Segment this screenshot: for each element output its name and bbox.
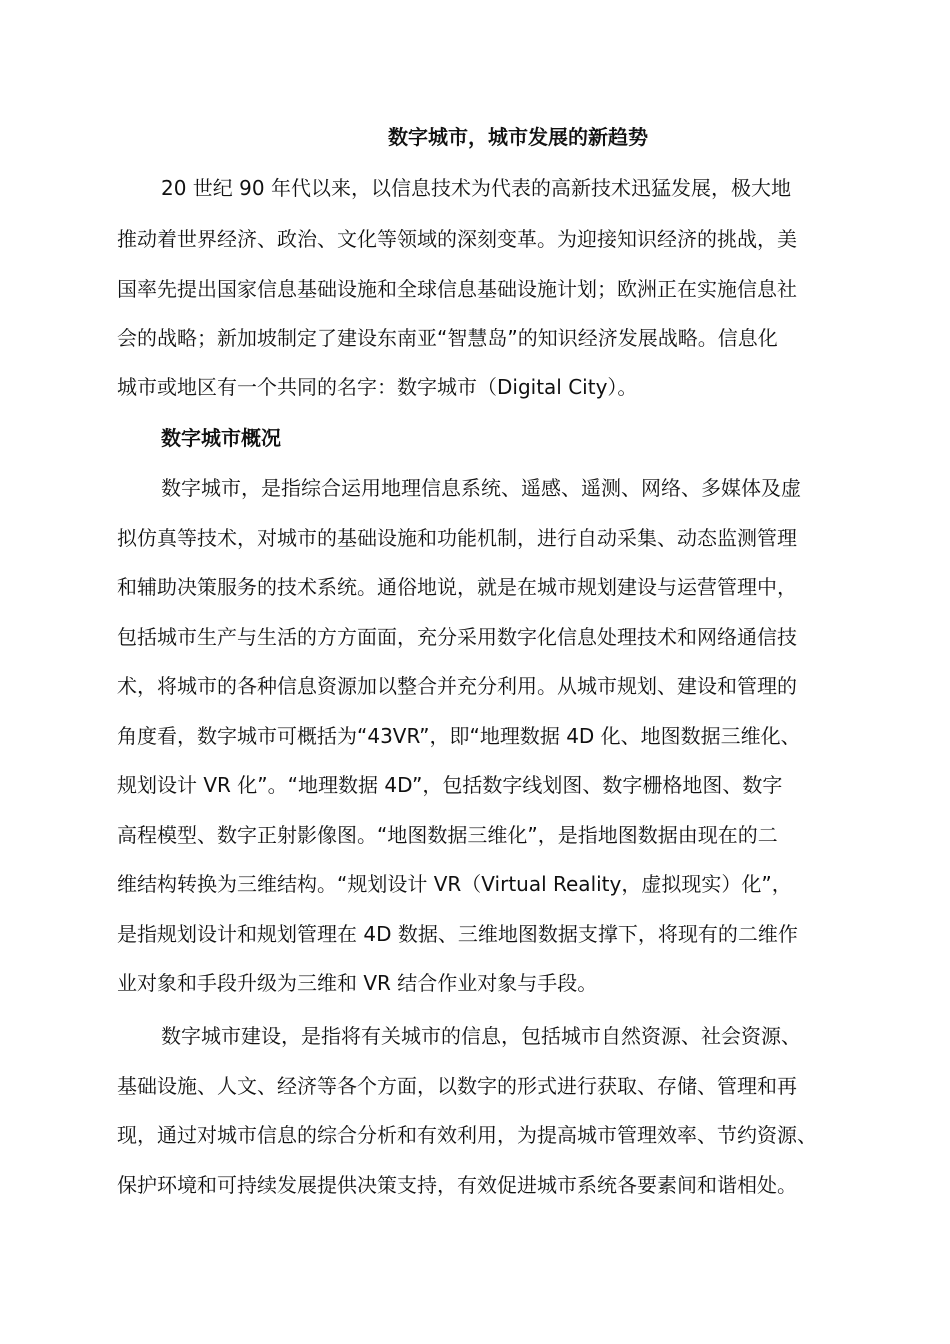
document-title: 数字城市，城市发展的新趋势 bbox=[388, 125, 648, 149]
paragraph1-line-11: 业对象和手段升级为三维和 VR 结合作业对象与手段。 bbox=[117, 971, 598, 995]
paragraph1-line-2: 拟仿真等技术，对城市的基础设施和功能机制，进行自动采集、动态监测管理 bbox=[117, 526, 797, 550]
paragraph2-line-1: 数字城市建设，是指将有关城市的信息，包括城市自然资源、社会资源、 bbox=[161, 1024, 801, 1048]
intro-line-4: 会的战略；新加坡制定了建设东南亚“智慧岛”的知识经济发展战略。信息化 bbox=[117, 326, 778, 350]
paragraph1-line-8: 高程模型、数字正射影像图。“地图数据三维化”，是指地图数据由现在的二 bbox=[117, 823, 778, 847]
paragraph1-line-5: 术，将城市的各种信息资源加以整合并充分利用。从城市规划、建设和管理的 bbox=[117, 674, 797, 698]
intro-line-2: 推动着世界经济、政治、文化等领域的深刻变革。为迎接知识经济的挑战，美 bbox=[117, 227, 797, 251]
paragraph1-line-10: 是指规划设计和规划管理在 4D 数据、三维地图数据支撑下，将现有的二维作 bbox=[117, 922, 798, 946]
paragraph1-line-9: 维结构转换为三维结构。“规划设计 VR（Virtual Reality，虚拟现实）化”， bbox=[117, 872, 792, 896]
paragraph1-line-6: 角度看，数字城市可概括为“43VR”，即“地理数据 4D 化、地图数据三维化、 bbox=[117, 724, 801, 748]
section-heading: 数字城市概况 bbox=[161, 426, 281, 450]
paragraph1-line-3: 和辅助决策服务的技术系统。通俗地说，就是在城市规划建设与运营管理中， bbox=[117, 575, 797, 599]
paragraph2-line-2: 基础设施、人文、经济等各个方面，以数字的形式进行获取、存储、管理和再 bbox=[117, 1074, 797, 1098]
paragraph1-line-7: 规划设计 VR 化”。“地理数据 4D”，包括数字线划图、数字栅格地图、数字 bbox=[117, 773, 783, 797]
intro-line-5: 城市或地区有一个共同的名字：数字城市（Digital City）。 bbox=[117, 375, 638, 399]
paragraph1-line-4: 包括城市生产与生活的方方面面，充分采用数字化信息处理技术和网络通信技 bbox=[117, 625, 797, 649]
intro-line-1: 20 世纪 90 年代以来，以信息技术为代表的高新技术迅猛发展，极大地 bbox=[161, 176, 791, 200]
paragraph2-line-3: 现，通过对城市信息的综合分析和有效利用，为提高城市管理效率、节约资源、 bbox=[117, 1123, 817, 1147]
intro-line-3: 国率先提出国家信息基础设施和全球信息基础设施计划；欧洲正在实施信息社 bbox=[117, 277, 797, 301]
paragraph2-line-4: 保护环境和可持续发展提供决策支持，有效促进城市系统各要素间和谐相处。 bbox=[117, 1173, 797, 1197]
paragraph1-line-1: 数字城市，是指综合运用地理信息系统、遥感、遥测、网络、多媒体及虚 bbox=[161, 476, 801, 500]
